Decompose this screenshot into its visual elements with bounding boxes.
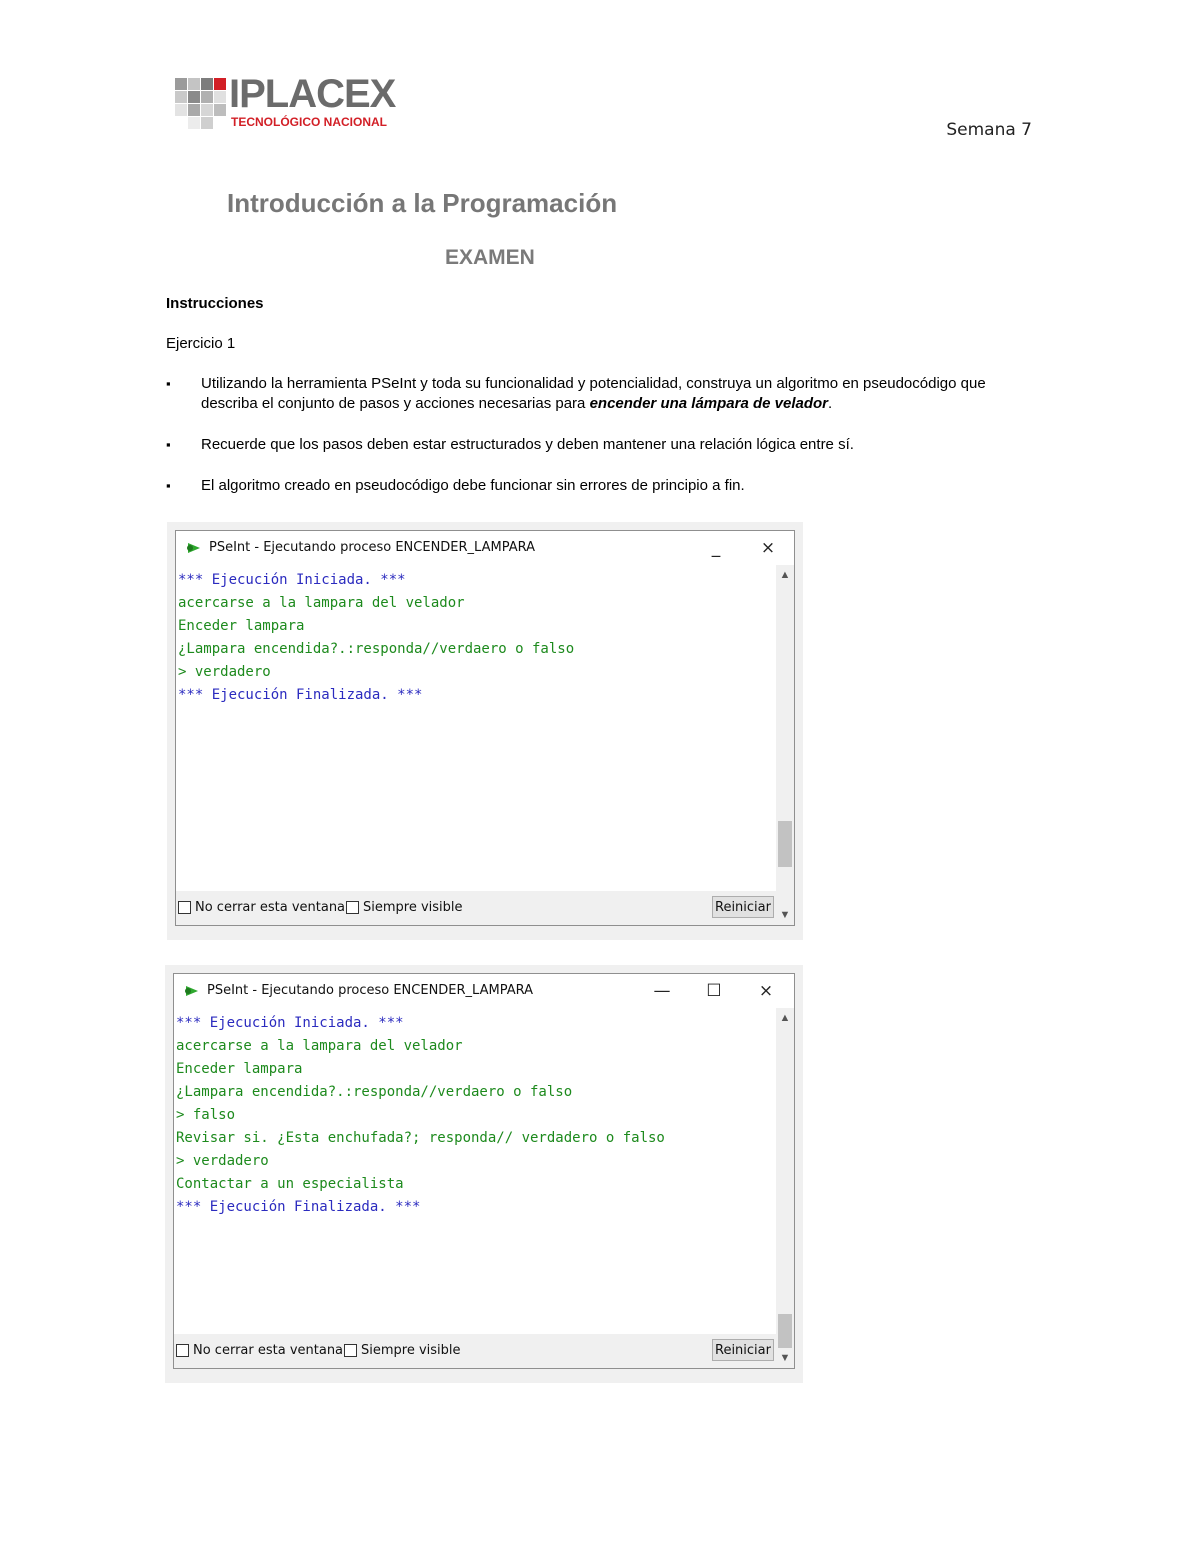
console-output [177,569,776,891]
window-title: PSeInt - Ejecutando proceso ENCENDER_LAMPARA [207,983,533,998]
console-line: acercarse a la lampara del velador [178,595,465,611]
checkbox-box[interactable] [178,901,191,914]
bullet-icon: ▪ [166,376,171,391]
course-title: Introducción a la Programación [227,188,618,218]
console-line: *** Ejecución Finalizada. *** [176,1199,421,1215]
week-label: Semana 7 [946,120,1032,140]
vertical-scrollbar[interactable] [776,565,794,925]
console-line: *** Ejecución Iniciada. *** [178,572,406,588]
checkbox-box[interactable] [344,1344,357,1357]
pseint-window-2-screenshot [165,965,803,1383]
pseint-app-icon [186,541,202,555]
pseint-window-1-screenshot [167,522,803,940]
bullet-icon: ▪ [166,437,171,452]
console-line: > falso [176,1107,236,1123]
iplacex-logo [175,72,415,130]
console-line: Revisar si. ¿Esta enchufada?; responda// verdadero o falso [176,1130,665,1146]
logo-wordmark: IPLACEX [229,72,396,116]
console-line: > verdadero [178,664,271,680]
no-close-checkbox[interactable]: No cerrar esta ventana [176,1343,343,1358]
bottom-bar [174,1334,776,1368]
console-line: *** Ejecución Iniciada. *** [176,1015,404,1031]
always-visible-checkbox[interactable]: Siempre visible [344,1343,461,1358]
checkbox-box[interactable] [176,1344,189,1357]
console-line: *** Ejecución Finalizada. *** [178,687,423,703]
restart-button[interactable]: Reiniciar [712,896,774,918]
console-line: acercarse a la lampara del velador [176,1038,463,1054]
title-bar [174,974,794,1008]
checkbox-box[interactable] [346,901,359,914]
console-line: Enceder lampara [176,1061,303,1077]
no-close-checkbox[interactable]: No cerrar esta ventana [178,900,345,915]
restart-button[interactable]: Reiniciar [712,1339,774,1361]
console-output [175,1012,776,1334]
scroll-up-icon[interactable]: ▲ [779,569,791,581]
exercise-label: Ejercicio 1 [166,335,236,352]
instructions-heading: Instrucciones [166,295,264,312]
always-visible-checkbox[interactable]: Siempre visible [346,900,463,915]
exam-title: EXAMEN [445,246,535,269]
minimize-button[interactable]: — [653,981,671,1001]
instructions-list [166,374,1046,517]
maximize-button[interactable]: ☐ [706,981,722,1001]
pseint-window-2 [173,973,795,1369]
bottom-bar [176,891,776,925]
list-item: ▪ El algoritmo creado en pseudocódigo debe funcionar sin errores de principio a fin. [166,477,745,494]
console-line: > verdadero [176,1153,269,1169]
scroll-down-icon[interactable]: ▼ [779,1352,791,1364]
pseint-window-1 [175,530,795,926]
list-item: ▪ Recuerde que los pasos deben estar estructurados y deben mantener una relación lógica entre sí. [166,436,854,453]
emphasis-text: encender una lámpara de velador [589,395,829,412]
console-line: Contactar a un especialista [176,1176,404,1192]
window-title: PSeInt - Ejecutando proceso ENCENDER_LAMPARA [209,540,535,555]
logo-tagline: TECNOLÓGICO NACIONAL [231,115,387,129]
console-line: ¿Lampara encendida?.:responda//verdaero o falso [176,1084,573,1100]
scroll-thumb[interactable] [778,1314,792,1348]
scroll-down-icon[interactable]: ▼ [779,909,791,921]
logo-grid-icon [175,78,227,128]
bullet-icon: ▪ [166,478,171,493]
close-button[interactable]: × [760,538,776,558]
console-line: ¿Lampara encendida?.:responda//verdaero o falso [178,641,575,657]
scroll-thumb[interactable] [778,821,792,867]
vertical-scrollbar[interactable] [776,1008,794,1368]
scroll-up-icon[interactable]: ▲ [779,1012,791,1024]
close-button[interactable]: × [758,981,774,1001]
minimize-button[interactable]: _ [711,538,721,558]
console-line: Enceder lampara [178,618,305,634]
pseint-app-icon [184,984,200,998]
title-bar [176,531,794,565]
list-item: ▪ Utilizando la herramienta PSeInt y toda su funcionalidad y potencialidad, construya un algoritmo en pseudocódigo que describa el conjunto de pasos y acciones necesarias para encender una lámpara de velador. [166,375,986,412]
